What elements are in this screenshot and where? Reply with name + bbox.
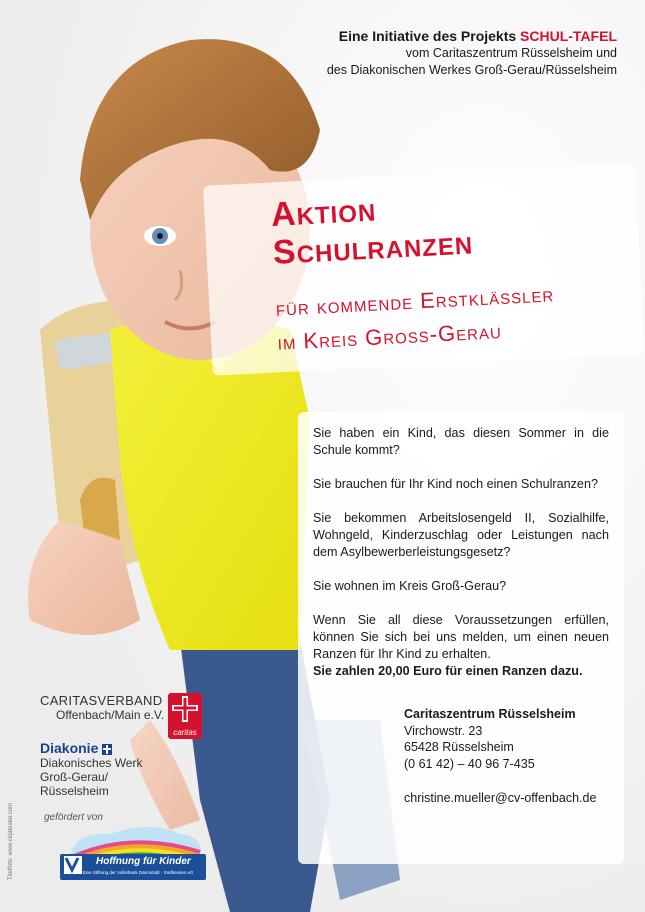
caritas-name: CARITASVERBAND xyxy=(40,693,163,708)
caritas-flame-cross-icon xyxy=(168,693,202,739)
sponsor-logo-text: Hoffnung für Kinder xyxy=(96,856,191,867)
contact-street: Virchowstr. 23 xyxy=(404,723,483,738)
subtitle-line-2: im Kreis Gross-Gerau xyxy=(277,318,503,355)
info-paragraph-3: Sie bekommen Arbeitslosengeld II, Sozialhilfe, Wohngeld, Kinderzuschlag oder Leistungen nach dem Asylbewerberleistungsgesetz? xyxy=(313,511,609,559)
title-line-1: Aktion xyxy=(270,190,378,234)
diakonie-line-1: Diakonisches Werk xyxy=(40,756,143,770)
info-paragraph-4: Sie wohnen im Kreis Groß-Gerau? xyxy=(313,579,507,593)
caritas-location: Offenbach/Main e.V. xyxy=(56,708,165,722)
diakonie-cross-icon xyxy=(102,744,112,755)
diakonie-line-3: Rüsselsheim xyxy=(40,784,109,798)
sponsor-label: gefördert von xyxy=(44,812,103,823)
diakonie-line-2: Groß-Gerau/ xyxy=(40,770,109,784)
photo-credit: Titelfoto: www.clipdealer.com xyxy=(8,802,14,880)
caritas-logo-text xyxy=(40,693,240,722)
title-line-2: Schulranzen xyxy=(271,223,475,272)
title-block xyxy=(270,181,557,359)
header-line-2: vom Caritaszentrum Rüsselsheim und xyxy=(405,46,617,60)
info-paragraph-5: Wenn Sie all diese Voraussetzungen erfüllen, können Sie sich bei uns melden, um einen neuen Ranzen für Ihr Kind zu erhalten. xyxy=(313,613,609,661)
diakonie-logo xyxy=(40,741,142,798)
initiative-header xyxy=(327,28,617,79)
contact-name: Caritaszentrum Rüsselsheim xyxy=(404,707,576,721)
cross-icon xyxy=(172,696,198,722)
header-prefix: Eine Initiative des Projekts xyxy=(338,28,521,44)
info-paragraph-6: Sie zahlen 20,00 Euro für einen Ranzen dazu. xyxy=(313,664,583,678)
contact-email[interactable]: christine.mueller@cv-offenbach.de xyxy=(404,791,597,805)
caritas-logo-label: caritas xyxy=(173,728,197,737)
subtitle-line-1: für kommende Erstklässler xyxy=(275,281,555,321)
header-line-1 xyxy=(327,28,617,45)
sponsor-logo-subtext: Eine Stiftung der Volksbank Darmstadt · Südhessen eG xyxy=(82,870,194,875)
diakonie-name: Diakonie xyxy=(40,740,99,756)
contact-block xyxy=(404,706,596,807)
project-name: SCHUL-TAFEL xyxy=(520,28,617,44)
contact-phone: (0 61 42) – 40 96 7-435 xyxy=(404,756,535,771)
info-paragraph-2: Sie brauchen für Ihr Kind noch einen Schulranzen? xyxy=(313,477,598,491)
contact-city: 65428 Rüsselsheim xyxy=(404,740,514,754)
info-text xyxy=(313,425,609,680)
info-paragraph-1: Sie haben ein Kind, das diesen Sommer in die Schule kommt? xyxy=(313,426,609,457)
header-line-3: des Diakonischen Werkes Groß-Gerau/Rüsselsheim xyxy=(326,63,617,77)
